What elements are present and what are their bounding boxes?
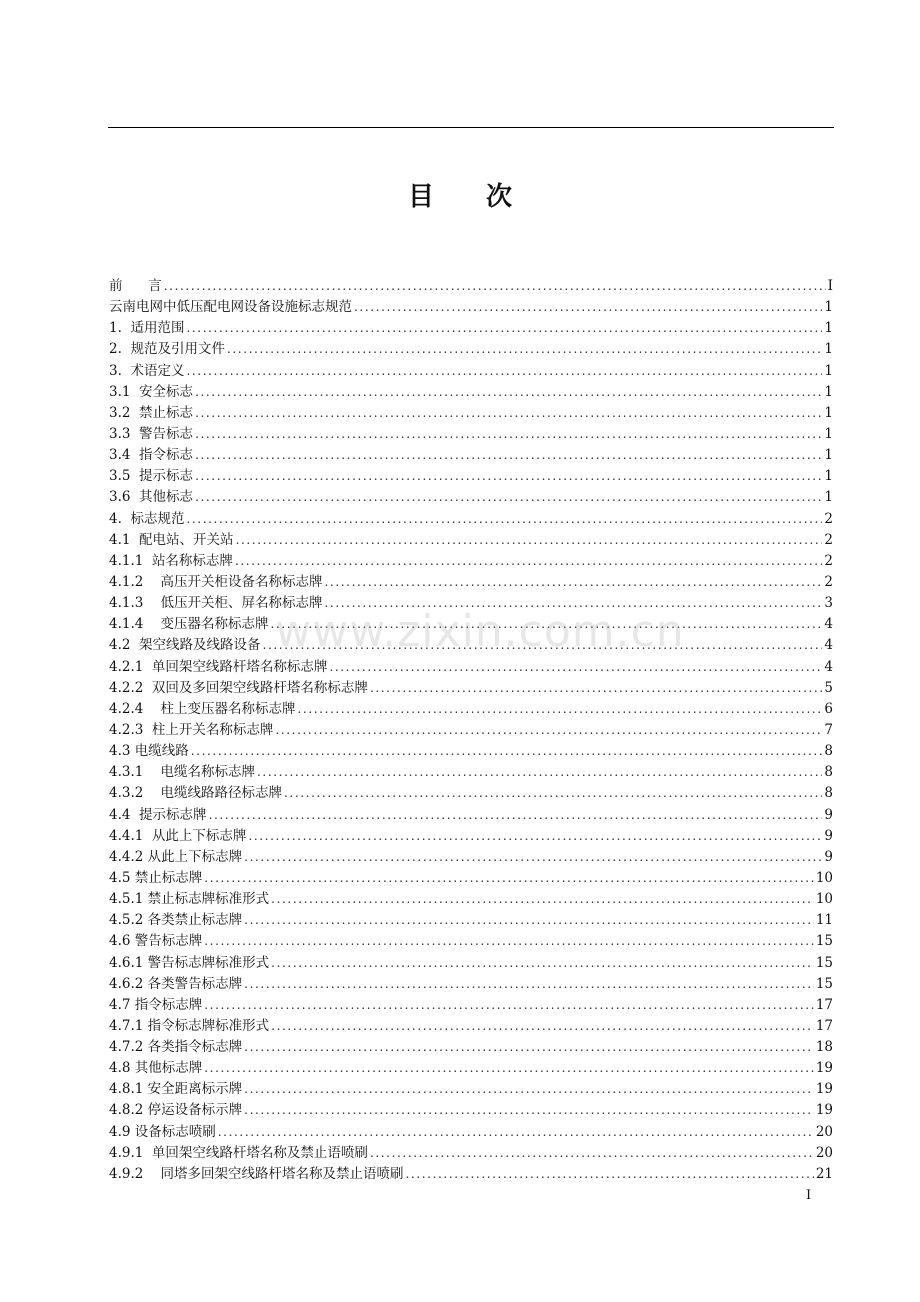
toc-entry-label: 4.3.2 电缆线路路径标志牌 — [109, 785, 283, 802]
toc-entry[interactable] — [109, 551, 833, 572]
toc-entry-page: 15 — [815, 975, 833, 992]
toc-entry[interactable] — [109, 276, 833, 297]
toc-leader-dots — [195, 466, 822, 487]
toc-entry-page: 8 — [824, 743, 833, 760]
toc-leader-dots — [244, 1037, 814, 1058]
toc-entry[interactable] — [109, 1100, 833, 1121]
toc-leader-dots — [186, 318, 822, 339]
toc-entry-page: 8 — [824, 764, 833, 781]
toc-entry[interactable] — [109, 339, 833, 360]
toc-entry[interactable] — [109, 931, 833, 952]
toc-entry[interactable] — [109, 783, 833, 804]
toc-entry[interactable] — [109, 699, 833, 720]
toc-entry-page: 1 — [824, 341, 833, 358]
toc-leader-dots — [284, 783, 822, 804]
toc-leader-dots — [271, 614, 823, 635]
toc-entry-page: 5 — [824, 679, 833, 696]
toc-entry-label: 4.6.2 各类警告标志牌 — [109, 975, 243, 992]
toc-entry-label: 前 言 — [109, 278, 162, 294]
toc-entry-label: 4.2.4 柱上变压器名称标志牌 — [109, 700, 296, 717]
toc-leader-dots — [329, 657, 822, 678]
toc-entry[interactable] — [109, 445, 833, 466]
toc-entry-page: 4 — [824, 658, 833, 675]
toc-leader-dots — [275, 720, 822, 741]
toc-entry[interactable] — [109, 741, 833, 762]
toc-entry[interactable] — [109, 889, 833, 910]
toc-entry-label: 4.7.2 各类指令标志牌 — [109, 1039, 243, 1056]
toc-entry[interactable] — [109, 1164, 833, 1185]
toc-entry-page: 4 — [824, 637, 833, 654]
toc-leader-dots — [257, 762, 822, 783]
toc-entry[interactable] — [109, 1143, 833, 1164]
toc-leader-dots — [204, 931, 814, 952]
toc-entry-page: 9 — [824, 806, 833, 823]
toc-leader-dots — [235, 551, 822, 572]
toc-entry[interactable] — [109, 805, 833, 826]
toc-entry-label: 4.4 提示标志牌 — [109, 806, 207, 823]
toc-leader-dots — [244, 1079, 814, 1100]
toc-entry[interactable] — [109, 318, 833, 339]
toc-entry[interactable] — [109, 1016, 833, 1037]
toc-leader-dots — [370, 1143, 814, 1164]
toc-entry-label: 4.3.1 电缆名称标志牌 — [109, 764, 256, 781]
header-rule — [108, 127, 834, 128]
toc-entry[interactable] — [109, 509, 833, 530]
toc-entry[interactable] — [109, 614, 833, 635]
toc-entry-label: 4.1 配电站、开关站 — [109, 531, 234, 548]
toc-entry-page: 1 — [824, 489, 833, 506]
toc-entry[interactable] — [109, 635, 833, 656]
toc-entry[interactable] — [109, 403, 833, 424]
toc-entry-page: 20 — [815, 1123, 833, 1140]
toc-entry-label: 2. 规范及引用文件 — [109, 341, 225, 358]
toc-entry-label: 3. 术语定义 — [109, 362, 185, 379]
page-number: I — [806, 1188, 812, 1203]
toc-entry[interactable] — [109, 826, 833, 847]
toc-entry[interactable] — [109, 572, 833, 593]
toc-entry[interactable] — [109, 466, 833, 487]
toc-entry[interactable] — [109, 593, 833, 614]
toc-entry-page: 3 — [824, 595, 833, 612]
toc-entry[interactable] — [109, 487, 833, 508]
toc-entry[interactable] — [109, 762, 833, 783]
toc-entry[interactable] — [109, 361, 833, 382]
toc-entry-page: 19 — [815, 1081, 833, 1098]
toc-entry-label: 4.5.2 各类禁止标志牌 — [109, 912, 243, 929]
toc-entry-page: 10 — [815, 869, 833, 886]
toc-entry[interactable] — [109, 1079, 833, 1100]
toc-entry-label: 4.3 电缆线路 — [109, 743, 189, 760]
toc-entry-page: I — [827, 278, 833, 294]
toc-entry-label: 4.1.4 变压器名称标志牌 — [109, 616, 269, 633]
toc-leader-dots — [204, 868, 814, 889]
toc-entry-label: 1. 适用范围 — [109, 320, 185, 337]
toc-entry[interactable] — [109, 910, 833, 931]
toc-leader-dots — [164, 276, 826, 297]
page-title — [0, 176, 920, 213]
toc-entry-label: 4.5.1 禁止标志牌标准形式 — [109, 891, 270, 908]
toc-entry-page: 19 — [815, 1102, 833, 1119]
toc-entry-page: 20 — [815, 1144, 833, 1161]
toc-leader-dots — [244, 847, 822, 868]
toc-entry[interactable] — [109, 1058, 833, 1079]
toc-entry-label: 4.7 指令标志牌 — [109, 996, 203, 1013]
toc-leader-dots — [244, 1100, 814, 1121]
toc-entry-label: 4.6 警告标志牌 — [109, 933, 203, 950]
toc-entry-label: 3.2 禁止标志 — [109, 404, 194, 421]
toc-entry-page: 1 — [824, 320, 833, 337]
toc-entry[interactable] — [109, 720, 833, 741]
toc-entry[interactable] — [109, 657, 833, 678]
toc-entry-page: 1 — [824, 447, 833, 464]
toc-entry-label: 4.9.1 单回架空线路杆塔名称及禁止语喷刷 — [109, 1144, 368, 1161]
toc-entry-label: 3.1 安全标志 — [109, 383, 194, 400]
toc-leader-dots — [271, 889, 814, 910]
toc-leader-dots — [186, 509, 822, 530]
toc-entry[interactable] — [109, 424, 833, 445]
toc-entry[interactable] — [109, 1122, 833, 1143]
toc-entry-page: 2 — [824, 510, 833, 527]
toc-entry-label: 4.2.3 柱上开关名称标志牌 — [109, 721, 274, 738]
toc-leader-dots — [271, 1016, 814, 1037]
toc-entry-label: 4.7.1 指令标志牌标准形式 — [109, 1017, 270, 1034]
toc-entry-label: 4.8 其他标志牌 — [109, 1060, 203, 1077]
title-char-1: 目 — [407, 182, 434, 212]
toc-entry-label: 3.4 指令标志 — [109, 447, 194, 464]
toc-entry-page: 17 — [815, 1017, 833, 1034]
toc-leader-dots — [298, 699, 823, 720]
toc-leader-dots — [244, 974, 814, 995]
toc-entry-page: 1 — [824, 468, 833, 485]
toc-entry-page: 1 — [824, 383, 833, 400]
toc-leader-dots — [244, 910, 814, 931]
toc-leader-dots — [236, 530, 823, 551]
toc-entry-page: 19 — [815, 1060, 833, 1077]
toc-entry-label: 4.9 设备标志喷刷 — [109, 1123, 216, 1140]
toc-leader-dots — [195, 403, 822, 424]
toc-leader-dots — [227, 339, 822, 360]
toc-leader-dots — [325, 593, 823, 614]
watermark: www.zixin.com.cn — [275, 606, 685, 657]
toc-leader-dots — [406, 1164, 814, 1185]
toc-entry-page: 4 — [824, 616, 833, 633]
toc-entry-page: 2 — [824, 573, 833, 590]
toc-entry-page: 2 — [824, 531, 833, 548]
toc-leader-dots — [370, 678, 822, 699]
toc-entry-label: 4.2 架空线路及线路设备 — [109, 637, 261, 654]
toc-entry-page: 6 — [824, 700, 833, 717]
toc-leader-dots — [271, 953, 814, 974]
toc-entry-page: 2 — [824, 552, 833, 569]
table-of-contents — [109, 276, 833, 1185]
toc-entry-page: 1 — [824, 425, 833, 442]
toc-entry[interactable] — [109, 953, 833, 974]
toc-entry[interactable] — [109, 847, 833, 868]
toc-entry-page: 1 — [824, 299, 833, 316]
toc-entry-label: 4.8.2 停运设备标示牌 — [109, 1102, 243, 1119]
toc-leader-dots — [209, 805, 823, 826]
toc-leader-dots — [218, 1122, 814, 1143]
toc-entry-label: 4.2.1 单回架空线路杆塔名称标志牌 — [109, 658, 328, 675]
toc-leader-dots — [191, 741, 823, 762]
toc-entry-page: 15 — [815, 954, 833, 971]
toc-entry-label: 云南电网中低压配电网设备设施标志规范 — [109, 299, 352, 316]
toc-entry-label: 4.6.1 警告标志牌标准形式 — [109, 954, 270, 971]
toc-entry[interactable] — [109, 530, 833, 551]
toc-entry-page: 17 — [815, 996, 833, 1013]
toc-entry-label: 4.4.2 从此上下标志牌 — [109, 848, 243, 865]
toc-entry-page: 10 — [815, 891, 833, 908]
toc-entry[interactable] — [109, 995, 833, 1016]
toc-entry-page: 7 — [824, 721, 833, 738]
toc-entry-label: 3.5 提示标志 — [109, 468, 194, 485]
toc-entry-page: 21 — [815, 1165, 833, 1182]
toc-entry-page: 8 — [824, 785, 833, 802]
toc-entry-page: 1 — [824, 404, 833, 421]
toc-entry-label: 4.4.1 从此上下标志牌 — [109, 827, 247, 844]
toc-leader-dots — [195, 382, 822, 403]
toc-leader-dots — [204, 1058, 814, 1079]
toc-leader-dots — [325, 572, 823, 593]
toc-entry-page: 15 — [815, 933, 833, 950]
toc-leader-dots — [354, 297, 822, 318]
toc-entry[interactable] — [109, 974, 833, 995]
toc-leader-dots — [186, 361, 822, 382]
toc-entry-label: 3.3 警告标志 — [109, 425, 194, 442]
toc-entry-page: 11 — [815, 912, 833, 929]
toc-entry-label: 4.9.2 同塔多回架空线路杆塔名称及禁止语喷刷 — [109, 1165, 404, 1182]
toc-entry-label: 4.1.3 低压开关柜、屏名称标志牌 — [109, 595, 323, 612]
toc-entry-label: 4.2.2 双回及多回架空线路杆塔名称标志牌 — [109, 679, 368, 696]
toc-entry-label: 3.6 其他标志 — [109, 489, 194, 506]
toc-entry-label: 4.1.1 站名称标志牌 — [109, 552, 233, 569]
toc-leader-dots — [195, 424, 822, 445]
toc-entry[interactable] — [109, 868, 833, 889]
toc-entry-label: 4. 标志规范 — [109, 510, 185, 527]
toc-entry[interactable] — [109, 297, 833, 318]
toc-entry-label: 4.5 禁止标志牌 — [109, 869, 203, 886]
toc-leader-dots — [195, 445, 822, 466]
toc-entry[interactable] — [109, 678, 833, 699]
toc-entry[interactable] — [109, 382, 833, 403]
toc-leader-dots — [204, 995, 814, 1016]
toc-entry-page: 9 — [824, 848, 833, 865]
toc-entry-page: 9 — [824, 827, 833, 844]
toc-entry-label: 4.1.2 高压开关柜设备名称标志牌 — [109, 573, 323, 590]
toc-entry-page: 18 — [815, 1039, 833, 1056]
toc-leader-dots — [195, 487, 822, 508]
toc-leader-dots — [263, 635, 823, 656]
toc-entry-page: 1 — [824, 362, 833, 379]
toc-entry-label: 4.8.1 安全距离标示牌 — [109, 1081, 243, 1098]
title-char-2: 次 — [486, 182, 513, 212]
toc-entry[interactable] — [109, 1037, 833, 1058]
toc-leader-dots — [248, 826, 822, 847]
